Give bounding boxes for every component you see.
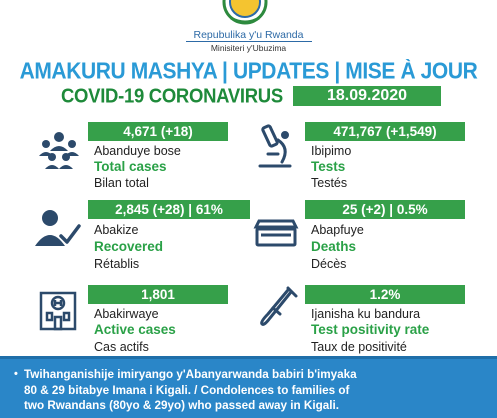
ministry-divider bbox=[186, 41, 312, 42]
positivity-label-rw: Ijanisha ku bandura bbox=[311, 307, 421, 321]
stat-deaths bbox=[305, 200, 465, 270]
active-cases-label-fr: Cas actifs bbox=[94, 340, 149, 354]
positivity-label-fr: Taux de positivité bbox=[311, 340, 407, 354]
tests-label-rw: Ibipimo bbox=[311, 144, 352, 158]
recovered-value: 2,845 (+28) | 61% bbox=[88, 200, 250, 219]
total-cases-value: 4,671 (+18) bbox=[88, 122, 228, 141]
footer-line: Twihanganishije imiryango y'Abanyarwanda babiri b'imyaka bbox=[24, 368, 357, 381]
stat-positivity-rate bbox=[305, 285, 465, 355]
deaths-label-fr: Décès bbox=[311, 257, 347, 271]
footer-line: two Rwandans (80yo & 29yo) who passed away in Kigali. bbox=[24, 399, 339, 412]
recovered-label-fr: Rétablis bbox=[94, 257, 140, 271]
deaths-label-rw: Abapfuye bbox=[311, 223, 364, 237]
footer-message bbox=[24, 367, 474, 414]
footer-line: 80 & 29 bitabye Imana i Kigali. / Condolences to families of bbox=[24, 383, 350, 397]
covid-subtitle: COVID-19 CORONAVIRUS bbox=[61, 84, 283, 107]
microscope-icon bbox=[254, 122, 296, 172]
group-icon bbox=[37, 127, 81, 171]
active-cases-value: 1,801 bbox=[88, 285, 228, 304]
deaths-label-en: Deaths bbox=[311, 239, 357, 254]
tests-label-en: Tests bbox=[311, 159, 346, 174]
coffin-icon bbox=[253, 213, 299, 249]
national-seal-icon bbox=[221, 0, 269, 26]
stat-recovered bbox=[88, 200, 253, 270]
footer-banner bbox=[0, 356, 497, 418]
deaths-value: 25 (+2) | 0.5% bbox=[305, 200, 465, 219]
total-cases-label-fr: Bilan total bbox=[94, 176, 149, 190]
stat-tests bbox=[305, 122, 465, 192]
positivity-value: 1.2% bbox=[305, 285, 465, 304]
ministry-name: Minisiteri y'Ubuzima bbox=[210, 43, 287, 53]
page-title: AMAKURU MASHYA | UPDATES | MISE À JOUR bbox=[19, 59, 478, 84]
stat-active-cases bbox=[88, 285, 248, 355]
active-cases-label-rw: Abakirwaye bbox=[94, 307, 159, 321]
recovered-label-rw: Abakize bbox=[94, 223, 139, 237]
hospital-icon bbox=[37, 289, 79, 331]
header bbox=[0, 0, 497, 60]
tests-label-fr: Testés bbox=[311, 176, 348, 190]
republic-name: Repubulika y'u Rwanda bbox=[193, 29, 304, 41]
total-cases-label-en: Total cases bbox=[94, 159, 167, 174]
positivity-label-en: Test positivity rate bbox=[311, 322, 430, 337]
date-badge: 18.09.2020 bbox=[293, 86, 441, 106]
tests-value: 471,767 (+1,549) bbox=[305, 122, 465, 141]
total-cases-label-rw: Abanduye bose bbox=[94, 144, 181, 158]
recovered-label-en: Recovered bbox=[94, 239, 164, 254]
test-tube-icon bbox=[258, 284, 300, 332]
person-check-icon bbox=[35, 208, 81, 248]
footer-bullet: • bbox=[14, 368, 18, 380]
subtitle-row bbox=[61, 85, 441, 107]
active-cases-label-en: Active cases bbox=[94, 322, 176, 337]
stat-total-cases bbox=[88, 122, 248, 192]
